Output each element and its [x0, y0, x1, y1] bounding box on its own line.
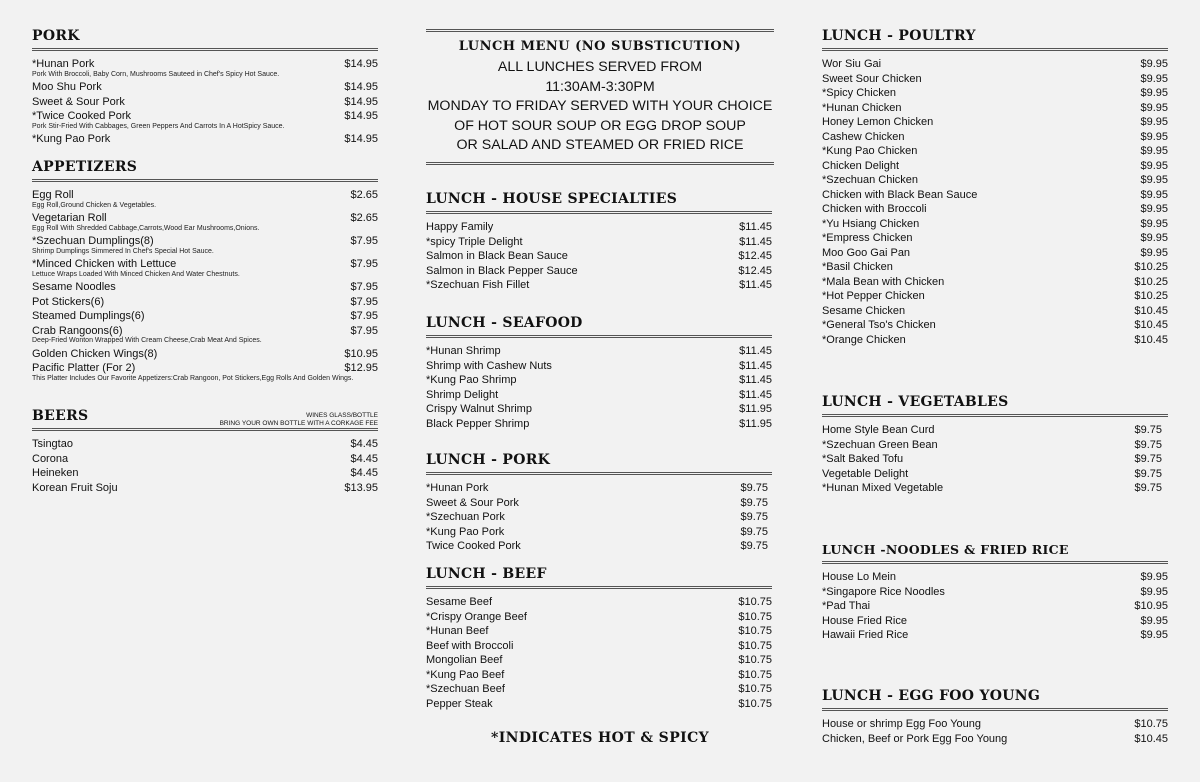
item-name: *Twice Cooked Pork — [32, 110, 132, 122]
menu-item — [822, 599, 1168, 614]
item-name: Black Pepper Shrimp — [426, 417, 530, 430]
menu-item — [822, 628, 1168, 643]
item-price: $2.65 — [350, 212, 378, 224]
item-name: *Spicy Chicken — [822, 87, 896, 99]
section-lunch-pork — [426, 452, 772, 554]
item-name: Home Style Bean Curd — [822, 424, 935, 436]
item-list — [426, 589, 772, 711]
item-price: $10.45 — [1134, 304, 1168, 317]
item-price: $10.75 — [738, 625, 772, 637]
menu-item — [822, 585, 1168, 600]
item-name: *Salt Baked Tofu — [822, 453, 904, 465]
item-description: Pork With Broccoli, Baby Corn, Mushrooms Sauteed in Chef's Spicy Hot Sauce. — [32, 70, 280, 78]
item-name: *Hunan Pork — [426, 482, 489, 494]
menu-item — [822, 614, 1168, 629]
item-price: $9.95 — [1140, 159, 1168, 172]
item-price: $10.45 — [1134, 333, 1168, 346]
item-price: $9.95 — [1140, 72, 1168, 85]
section-title: LUNCH - VEGETABLES — [822, 394, 1168, 417]
item-price: $10.75 — [738, 683, 772, 695]
item-price: $9.75 — [740, 525, 768, 538]
item-price: $9.95 — [1140, 614, 1168, 627]
item-name: *Hunan Chicken — [822, 101, 902, 114]
item-name: *Hunan Mixed Vegetable — [822, 482, 944, 494]
menu-item — [426, 344, 772, 359]
item-price: $10.45 — [1134, 732, 1168, 745]
item-name: *Kung Pao Pork — [426, 525, 505, 538]
item-price: $7.95 — [350, 235, 378, 247]
item-name: House Lo Mein — [822, 571, 896, 583]
menu-item — [426, 697, 772, 712]
item-name: Happy Family — [426, 221, 494, 233]
menu-item — [822, 144, 1168, 159]
item-price: $9.75 — [740, 511, 768, 523]
item-name: Egg Roll — [32, 189, 74, 201]
menu-item — [822, 173, 1168, 188]
menu-item — [822, 318, 1168, 333]
menu-item — [822, 452, 1162, 467]
item-price: $10.25 — [1134, 290, 1168, 302]
section-egg-foo-young — [822, 688, 1168, 746]
item-list — [32, 51, 378, 147]
item-price: $9.95 — [1140, 246, 1168, 259]
menu-item — [32, 309, 378, 324]
item-price: $10.95 — [1134, 600, 1168, 612]
item-price: $10.45 — [1134, 319, 1168, 331]
menu-item — [822, 333, 1168, 348]
section-vegetables — [822, 394, 1168, 496]
section-lunch-beef — [426, 566, 772, 711]
item-price: $9.75 — [1134, 467, 1162, 480]
item-price: $10.75 — [738, 697, 772, 710]
item-name: *Szechuan Beef — [426, 683, 505, 695]
menu-item — [822, 275, 1168, 290]
menu-item — [822, 260, 1168, 275]
item-name: *Mala Bean with Chicken — [822, 275, 945, 288]
item-price: $9.95 — [1140, 571, 1168, 583]
item-name: *Kung Pao Pork — [32, 133, 111, 145]
menu-item — [822, 304, 1168, 319]
item-name: *Kung Pao Shrimp — [426, 374, 517, 386]
menu-item — [426, 510, 768, 525]
item-list — [32, 182, 378, 383]
item-price: $9.95 — [1140, 87, 1168, 99]
item-name: Sweet & Sour Pork — [426, 496, 519, 509]
item-name: *spicy Triple Delight — [426, 235, 523, 248]
section-beers — [32, 408, 378, 495]
item-description: Shrimp Dumplings Simmered In Chef's Special Hot Sauce. — [32, 247, 214, 255]
menu-item — [822, 423, 1162, 438]
section-seafood — [426, 315, 772, 431]
item-price: $7.95 — [350, 295, 378, 308]
item-price: $10.75 — [738, 610, 772, 623]
menu-item — [822, 57, 1168, 72]
item-name: Honey Lemon Chicken — [822, 116, 934, 128]
menu-item — [426, 481, 768, 496]
item-description: Deep-Fried Wonton Wrapped With Cream Cheese,Crab Meat And Spices. — [32, 337, 262, 344]
hot-spicy-footnote: *INDICATES HOT & SPICY — [490, 730, 710, 746]
item-list — [822, 417, 1168, 496]
menu-item — [426, 264, 772, 279]
item-list — [822, 51, 1168, 347]
lunch-info-line: OF HOT SOUR SOUP OR EGG DROP SOUP — [454, 117, 746, 134]
item-name: Moo Goo Gai Pan — [822, 246, 911, 259]
menu-item — [822, 115, 1168, 130]
item-price: $4.45 — [350, 438, 378, 450]
item-name: Pot Stickers(6) — [32, 295, 105, 308]
item-price: $11.45 — [739, 279, 772, 291]
menu-item — [426, 668, 772, 683]
item-description: Lettuce Wraps Loaded With Minced Chicken And Water Chestnuts. — [32, 270, 240, 278]
menu-item — [32, 324, 378, 339]
menu-item — [32, 437, 378, 452]
item-price: $9.75 — [1134, 482, 1162, 494]
item-name: *Basil Chicken — [822, 261, 893, 273]
menu-item — [822, 570, 1168, 585]
item-price: $10.75 — [738, 596, 772, 608]
item-name: House Fried Rice — [822, 614, 907, 627]
section-title: LUNCH - SEAFOOD — [426, 315, 772, 338]
menu-item — [32, 234, 378, 249]
item-name: *Crispy Orange Beef — [426, 610, 527, 623]
item-price: $9.95 — [1140, 203, 1168, 215]
item-price: $10.25 — [1134, 261, 1168, 273]
menu-item — [426, 359, 772, 374]
menu-item — [822, 159, 1168, 174]
item-price: $7.95 — [350, 258, 378, 270]
item-price: $14.95 — [344, 133, 378, 145]
corkage-note — [220, 412, 378, 427]
menu-item — [822, 231, 1168, 246]
menu-item — [426, 610, 772, 625]
item-name: Sweet Sour Chicken — [822, 72, 922, 85]
item-name: *Kung Pao Beef — [426, 668, 505, 681]
item-name: Chicken with Broccoli — [822, 203, 927, 215]
item-name: *Hunan Beef — [426, 625, 489, 637]
section-title: APPETIZERS — [32, 159, 378, 182]
item-price: $9.75 — [740, 482, 768, 494]
item-price: $14.95 — [344, 110, 378, 122]
item-price: $9.95 — [1140, 232, 1168, 244]
section-title: LUNCH - HOUSE SPECIALTIES — [426, 191, 772, 214]
item-price: $9.95 — [1140, 145, 1168, 157]
menu-item — [822, 86, 1168, 101]
menu-item — [822, 732, 1168, 747]
item-price: $9.95 — [1140, 116, 1168, 128]
item-name: Tsingtao — [32, 438, 73, 450]
item-name: Heineken — [32, 467, 79, 479]
item-price: $11.45 — [739, 221, 772, 233]
menu-item — [822, 202, 1168, 217]
item-price: $9.95 — [1140, 101, 1168, 114]
menu-item — [822, 72, 1168, 87]
menu-item — [426, 539, 768, 554]
menu-item — [426, 417, 772, 432]
item-price: $13.95 — [344, 481, 378, 494]
item-price: $11.45 — [739, 388, 772, 401]
item-name: Korean Fruit Soju — [32, 481, 118, 494]
lunch-info-line: MONDAY TO FRIDAY SERVED WITH YOUR CHOICE — [427, 98, 773, 114]
item-name: *Empress Chicken — [822, 232, 913, 244]
menu-item — [822, 130, 1168, 145]
item-name: Corona — [32, 452, 69, 465]
item-price: $14.95 — [344, 81, 378, 93]
menu-item — [822, 217, 1168, 232]
menu-item — [32, 57, 378, 72]
menu-item — [32, 95, 378, 110]
item-name: Pacific Platter (For 2) — [32, 362, 136, 374]
item-list — [32, 431, 378, 495]
item-price: $2.65 — [350, 189, 378, 201]
item-name: *Minced Chicken with Lettuce — [32, 258, 177, 270]
menu-item — [32, 109, 378, 124]
item-name: Chicken with Black Bean Sauce — [822, 188, 978, 201]
menu-item — [426, 595, 772, 610]
item-price: $14.95 — [344, 95, 378, 108]
item-name: *Szechuan Pork — [426, 511, 505, 523]
item-name: *Kung Pao Chicken — [822, 145, 918, 157]
section-title: BEERS — [32, 408, 378, 431]
menu-item — [32, 257, 378, 272]
menu-item — [32, 361, 378, 376]
item-name: Hawaii Fried Rice — [822, 629, 909, 641]
item-description: Egg Roll With Shredded Cabbage,Carrots,Wood Ear Mushrooms,Onions. — [32, 224, 260, 232]
item-name: Wor Siu Gai — [822, 58, 882, 70]
item-price: $11.45 — [739, 359, 772, 372]
lunch-menu-header — [426, 29, 774, 165]
menu-item — [32, 452, 378, 467]
item-price: $9.95 — [1140, 58, 1168, 70]
menu-item — [426, 496, 768, 511]
item-description: Egg Roll,Ground Chicken & Vegetables. — [32, 201, 157, 209]
menu-item — [426, 525, 768, 540]
menu-item — [426, 278, 772, 293]
item-price: $10.75 — [738, 654, 772, 666]
menu-item — [822, 717, 1168, 732]
menu-item — [822, 246, 1168, 261]
item-name: *Hunan Shrimp — [426, 345, 501, 357]
item-name: Chicken Delight — [822, 159, 900, 172]
item-name: Sesame Chicken — [822, 304, 906, 317]
section-title: LUNCH - POULTRY — [822, 28, 1168, 51]
item-name: *Pad Thai — [822, 600, 871, 612]
item-name: *Hot Pepper Chicken — [822, 290, 925, 302]
beers-header — [32, 408, 378, 431]
item-name: Crab Rangoons(6) — [32, 324, 123, 337]
item-name: *Yu Hsiang Chicken — [822, 217, 920, 230]
item-name: Sweet & Sour Pork — [32, 95, 125, 108]
item-price: $4.45 — [350, 467, 378, 479]
item-list — [822, 711, 1168, 746]
menu-item — [32, 132, 378, 147]
item-price: $12.45 — [738, 250, 772, 262]
section-title: LUNCH - PORK — [426, 452, 772, 475]
item-name: Mongolian Beef — [426, 654, 503, 666]
lunch-info-line: 11:30AM-3:30PM — [545, 78, 655, 95]
item-price: $9.95 — [1140, 629, 1168, 641]
item-name: *Orange Chicken — [822, 333, 906, 346]
item-name: Moo Shu Pork — [32, 81, 102, 93]
item-name: *Singapore Rice Noodles — [822, 585, 945, 598]
item-name: Sesame Noodles — [32, 281, 116, 293]
menu-item — [822, 467, 1162, 482]
item-name: Twice Cooked Pork — [426, 540, 521, 552]
item-name: *Szechuan Green Bean — [822, 438, 938, 451]
menu-item — [32, 188, 378, 203]
item-price: $9.95 — [1140, 188, 1168, 201]
item-price: $7.95 — [350, 324, 378, 337]
menu-item — [426, 388, 772, 403]
item-price: $9.75 — [740, 496, 768, 509]
menu-item — [32, 466, 378, 481]
item-name: *General Tso's Chicken — [822, 319, 936, 331]
item-name: Steamed Dumplings(6) — [32, 310, 145, 322]
item-name: Golden Chicken Wings(8) — [32, 347, 158, 360]
item-name: Vegetable Delight — [822, 467, 909, 480]
item-price: $9.95 — [1140, 130, 1168, 143]
item-price: $11.95 — [739, 403, 772, 415]
menu-item — [426, 402, 772, 417]
item-price: $9.95 — [1140, 174, 1168, 186]
item-price: $14.95 — [344, 58, 378, 70]
menu-item — [822, 481, 1162, 496]
item-price: $11.45 — [739, 235, 772, 248]
menu-item — [32, 481, 378, 496]
item-price: $9.75 — [1134, 453, 1162, 465]
section-house-specialties — [426, 191, 772, 293]
item-price: $11.45 — [739, 374, 772, 386]
menu-item — [426, 220, 772, 235]
menu-item — [426, 639, 772, 654]
byob-note: BRING YOUR OWN BOTTLE WITH A CORKAGE FEE — [219, 419, 378, 427]
section-pork — [32, 28, 378, 147]
menu-item — [426, 235, 772, 250]
item-price: $11.95 — [739, 417, 772, 430]
item-price: $10.75 — [738, 668, 772, 681]
item-list — [426, 475, 772, 554]
item-description: This Platter Includes Our Favorite Appetizers:Crab Rangoon, Pot Stickers,Egg Rolls And Golden Wings. — [32, 374, 354, 382]
menu-item — [822, 188, 1168, 203]
item-name: *Szechuan Fish Fillet — [426, 279, 530, 291]
section-appetizers — [32, 159, 378, 384]
item-name: *Szechuan Dumplings(8) — [32, 235, 154, 247]
section-poultry — [822, 28, 1168, 347]
menu-item — [426, 682, 772, 697]
item-price: $9.95 — [1140, 217, 1168, 230]
section-title: LUNCH - BEEF — [426, 566, 772, 589]
menu-item — [426, 249, 772, 264]
item-name: Salmon in Black Bean Sauce — [426, 250, 568, 262]
section-noodles — [822, 542, 1168, 643]
section-title: LUNCH -NOODLES & FRIED RICE — [822, 542, 1168, 564]
item-price: $12.95 — [344, 362, 378, 374]
menu-item — [822, 101, 1168, 116]
item-name: House or shrimp Egg Foo Young — [822, 718, 981, 730]
item-price: $9.75 — [1134, 424, 1162, 436]
wines-note: WINES GLASS/BOTTLE — [306, 412, 378, 419]
item-price: $10.75 — [1134, 718, 1168, 730]
item-name: Shrimp Delight — [426, 388, 499, 401]
item-price: $10.75 — [738, 639, 772, 652]
menu-item — [32, 295, 378, 310]
item-list — [822, 564, 1168, 643]
lunch-info-line: OR SALAD AND STEAMED OR FRIED RICE — [456, 137, 744, 153]
item-price: $9.75 — [740, 540, 768, 552]
menu-item — [426, 624, 772, 639]
menu-item — [822, 438, 1162, 453]
item-price: $7.95 — [350, 310, 378, 322]
item-price: $11.45 — [739, 345, 772, 357]
item-price: $10.95 — [344, 347, 378, 360]
item-name: Cashew Chicken — [822, 130, 905, 143]
item-list — [426, 338, 772, 431]
item-name: Vegetarian Roll — [32, 212, 107, 224]
item-price: $10.25 — [1134, 275, 1168, 288]
section-title: LUNCH - EGG FOO YOUNG — [822, 688, 1168, 711]
item-name: Chicken, Beef or Pork Egg Foo Young — [822, 732, 1008, 745]
menu-item — [822, 289, 1168, 304]
menu-item — [32, 280, 378, 295]
item-list — [426, 214, 772, 293]
item-name: *Hunan Pork — [32, 58, 95, 70]
item-name: Crispy Walnut Shrimp — [426, 403, 532, 415]
menu-item — [32, 211, 378, 226]
menu-item — [32, 80, 378, 95]
item-description: Pork Stir-Fried With Cabbages, Green Peppers And Carrots In A HotSpicy Sauce. — [32, 122, 285, 130]
item-price: $4.45 — [350, 452, 378, 465]
item-name: Beef with Broccoli — [426, 639, 514, 652]
item-price: $9.75 — [1134, 438, 1162, 451]
item-name: Pepper Steak — [426, 697, 493, 710]
item-price: $7.95 — [350, 281, 378, 293]
menu-item — [426, 653, 772, 668]
lunch-info-line: ALL LUNCHES SERVED FROM — [497, 59, 703, 75]
item-name: *Szechuan Chicken — [822, 174, 919, 186]
menu-item — [426, 373, 772, 388]
item-price: $12.45 — [738, 264, 772, 277]
section-title: PORK — [32, 28, 378, 51]
item-price: $9.95 — [1140, 585, 1168, 598]
item-name: Sesame Beef — [426, 596, 493, 608]
menu-item — [32, 347, 378, 362]
item-name: Salmon in Black Pepper Sauce — [426, 264, 578, 277]
lunch-menu-title: LUNCH MENU (NO SUBSTICUTION) — [458, 39, 742, 54]
item-name: Shrimp with Cashew Nuts — [426, 359, 552, 372]
